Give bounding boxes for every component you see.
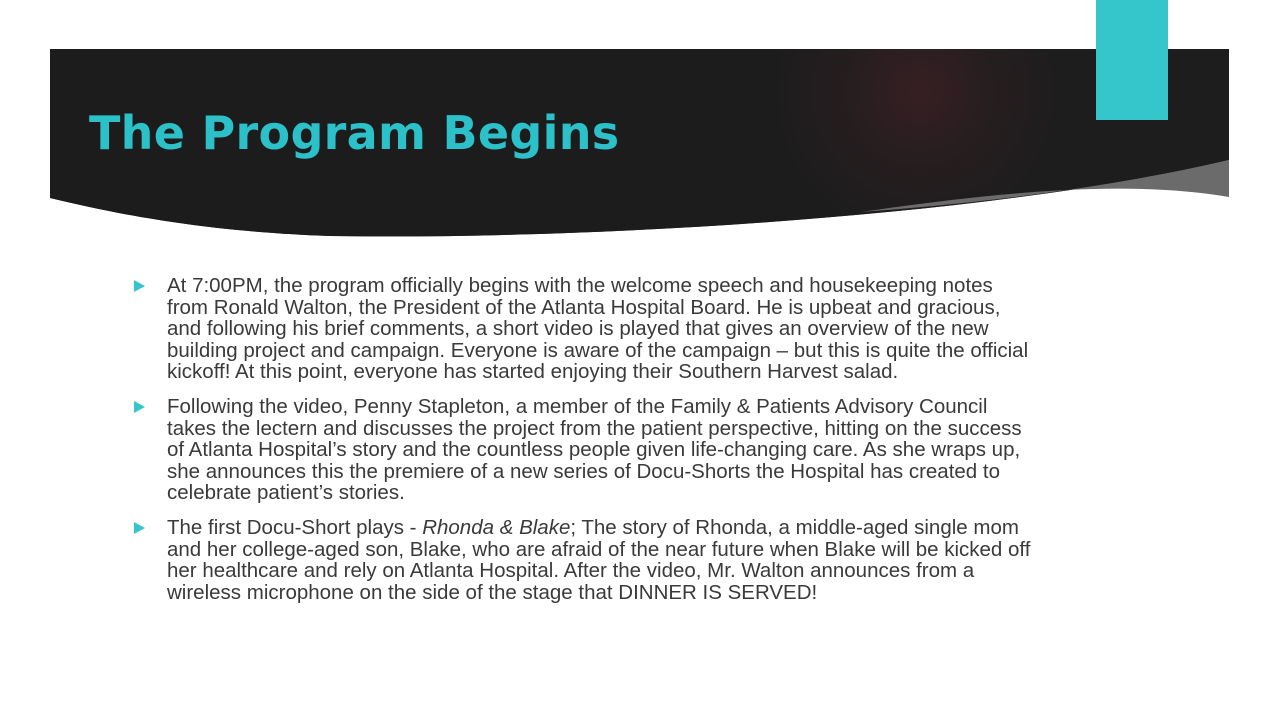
- bullet-text-after: ; The story of Rhonda, a middle-aged single mom and her college-aged son, Blake, who are afraid of the near future when Blake will be kicked off her healthcare and rely on Atlanta Hospital. After the video, Mr. Walton announces from a wireless microphone on the side of the stage that DINNER IS SERVED!: [167, 515, 1031, 604]
- triangle-bullet-icon: [134, 401, 145, 413]
- slide-title: The Program Begins: [89, 106, 620, 160]
- bullet-text: [167, 516, 1030, 604]
- accent-tab: [1096, 0, 1168, 120]
- bullet-text: Following the video, Penny Stapleton, a member of the Family & Patients Advisory Council takes the lectern and discusses the project from the patient perspective, hitting on the success of Atlanta Hospital’s story and the countless people given life-changing care. As she wraps up, she announces this the premiere of a new series of Docu-Shorts the Hospital has created to celebrate patient’s stories.: [167, 394, 1022, 505]
- bullet-list: [134, 275, 1034, 616]
- bullet-text-italic: Rhonda & Blake: [422, 515, 571, 539]
- bullet-text: At 7:00PM, the program officially begins with the welcome speech and housekeeping notes from Ronald Walton, the President of the Atlanta Hospital Board. He is upbeat and gracious, and following his brief comments, a short video is played that gives an overview of the new building project and campaign. Everyone is aware of the campaign – but this is quite the official kickoff! At this point, everyone has started enjoying their Southern Harvest salad.: [167, 274, 1029, 384]
- triangle-bullet-icon: [134, 280, 145, 292]
- bullet-item: [134, 517, 1034, 603]
- bullet-item: [134, 396, 1034, 504]
- bullet-item: [134, 275, 1034, 383]
- bullet-text-before: The first Docu-Short plays -: [167, 515, 423, 539]
- triangle-bullet-icon: [134, 522, 145, 534]
